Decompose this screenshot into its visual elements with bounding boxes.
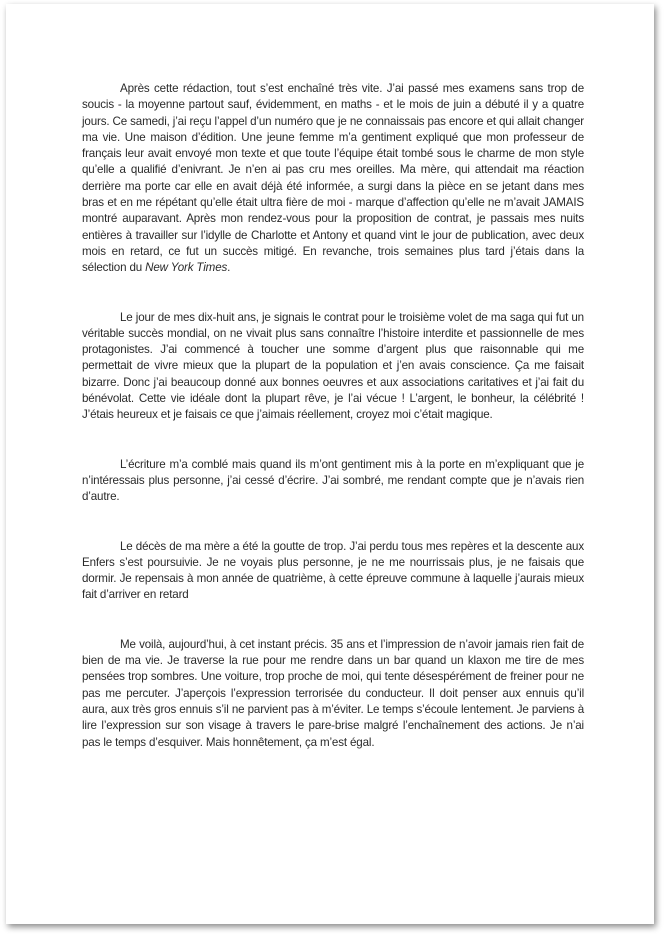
paragraph-1-end: . [227, 261, 231, 275]
paragraph-1-italic: New York Times [145, 261, 228, 275]
paragraph-4: Le décès de ma mère a été la goutte de trop. J’ai perdu tous mes repères et la descente aux Enfers s’est poursuivie. Je ne voyais plus personne, je ne me nourrissais plus, je ne faisais que dormir. Je repensais à mon année de quatrième, à cette épreuve commune à laquelle j’aurais mieux fait d’arriver en retard [82, 539, 584, 602]
paragraph-3: L’écriture m’a comblé mais quand ils m’ont gentiment mis à la porte en m’expliquant que je n’intéressais plus personne, j’ai cessé d’écrire. J’ai sombré, me rendant compte que je n’avais rien d’autre. [82, 457, 584, 504]
document-body [82, 81, 584, 751]
paragraph-1-text: Après cette rédaction, tout s’est enchaîné très vite. J’ai passé mes examens sans trop de soucis - la moyenne partout sauf, évidemment, en maths - et le mois de juin a débuté il y a quatre jours. Ce samedi, j’ai reçu l’appel d’un numéro que je ne connaissais pas encore et qui allait changer ma vie. Une maison d’édition. Une jeune femme m’a gentiment expliqué que mon professeur de français leur avait envoyé mon texte et que toute l’équipe était tombé sous le charme de mon style qu’elle a qualifié d’enivrant. Je n’en ai pas cru mes oreilles. Ma mère, qui attendait ma réaction derrière ma porte car elle en avait déjà été informée, a surgi dans la pièce en se jetant dans mes bras et en me répétant qu’elle était ultra fière de moi - marque d’affection qu’elle ne m’avait JAMAIS montré auparavant. Après mon rendez-vous pour la proposition de contrat, je passais mes nuits entières à travailler sur l’idylle de Charlotte et Antony et quand vint le jour de publication, avec deux mois en retard, ce fut un succès mitigé. En revanche, trois semaines plus tard j’étais dans la sélection du [82, 82, 584, 275]
document-page [6, 4, 654, 924]
paragraph-5: Me voilà, aujourd’hui, à cet instant précis. 35 ans et l’impression de n’avoir jamais rien fait de bien de ma vie. Je traverse la rue pour me rendre dans un bar quand un klaxon me tire de mes pensées trop sombres. Une voiture, trop proche de moi, qui tente désespérément de freiner pour ne pas me percuter. J’aperçois l’expression terrorisée du conducteur. Il doit penser aux ennuis qu’il aura, aux très gros ennuis s’il ne parvient pas à m’éviter. Le temps s’écoule lentement. Je parviens à lire l’expression sur son visage à travers le pare-brise malgré l’enchaînement des actions. Je n’ai pas le temps d’esquiver. Mais honnêtement, ça m’est égal. [82, 637, 584, 749]
paragraph-1 [82, 81, 584, 277]
paragraph-2: Le jour de mes dix-huit ans, je signais le contrat pour le troisième volet de ma saga qui fut un véritable succès mondial, on ne vivait plus sans connaître l’histoire interdite et passionnelle de mes protagonistes. J’ai commencé à toucher une somme d’argent plus que raisonnable qui me permettait de vivre mieux que la plupart de la population et j’en avais conscience. Ça me faisait bizarre. Donc j’ai beaucoup donné aux bonnes oeuvres et aux associations caritatives et j’ai fait du bénévolat. Cette vie idéale dont la plupart rêve, je l’ai vécue ! L’argent, le bonheur, la célébrité ! J’étais heureux et je faisais ce que j’aimais réellement, croyez moi c’était magique. [82, 310, 584, 422]
